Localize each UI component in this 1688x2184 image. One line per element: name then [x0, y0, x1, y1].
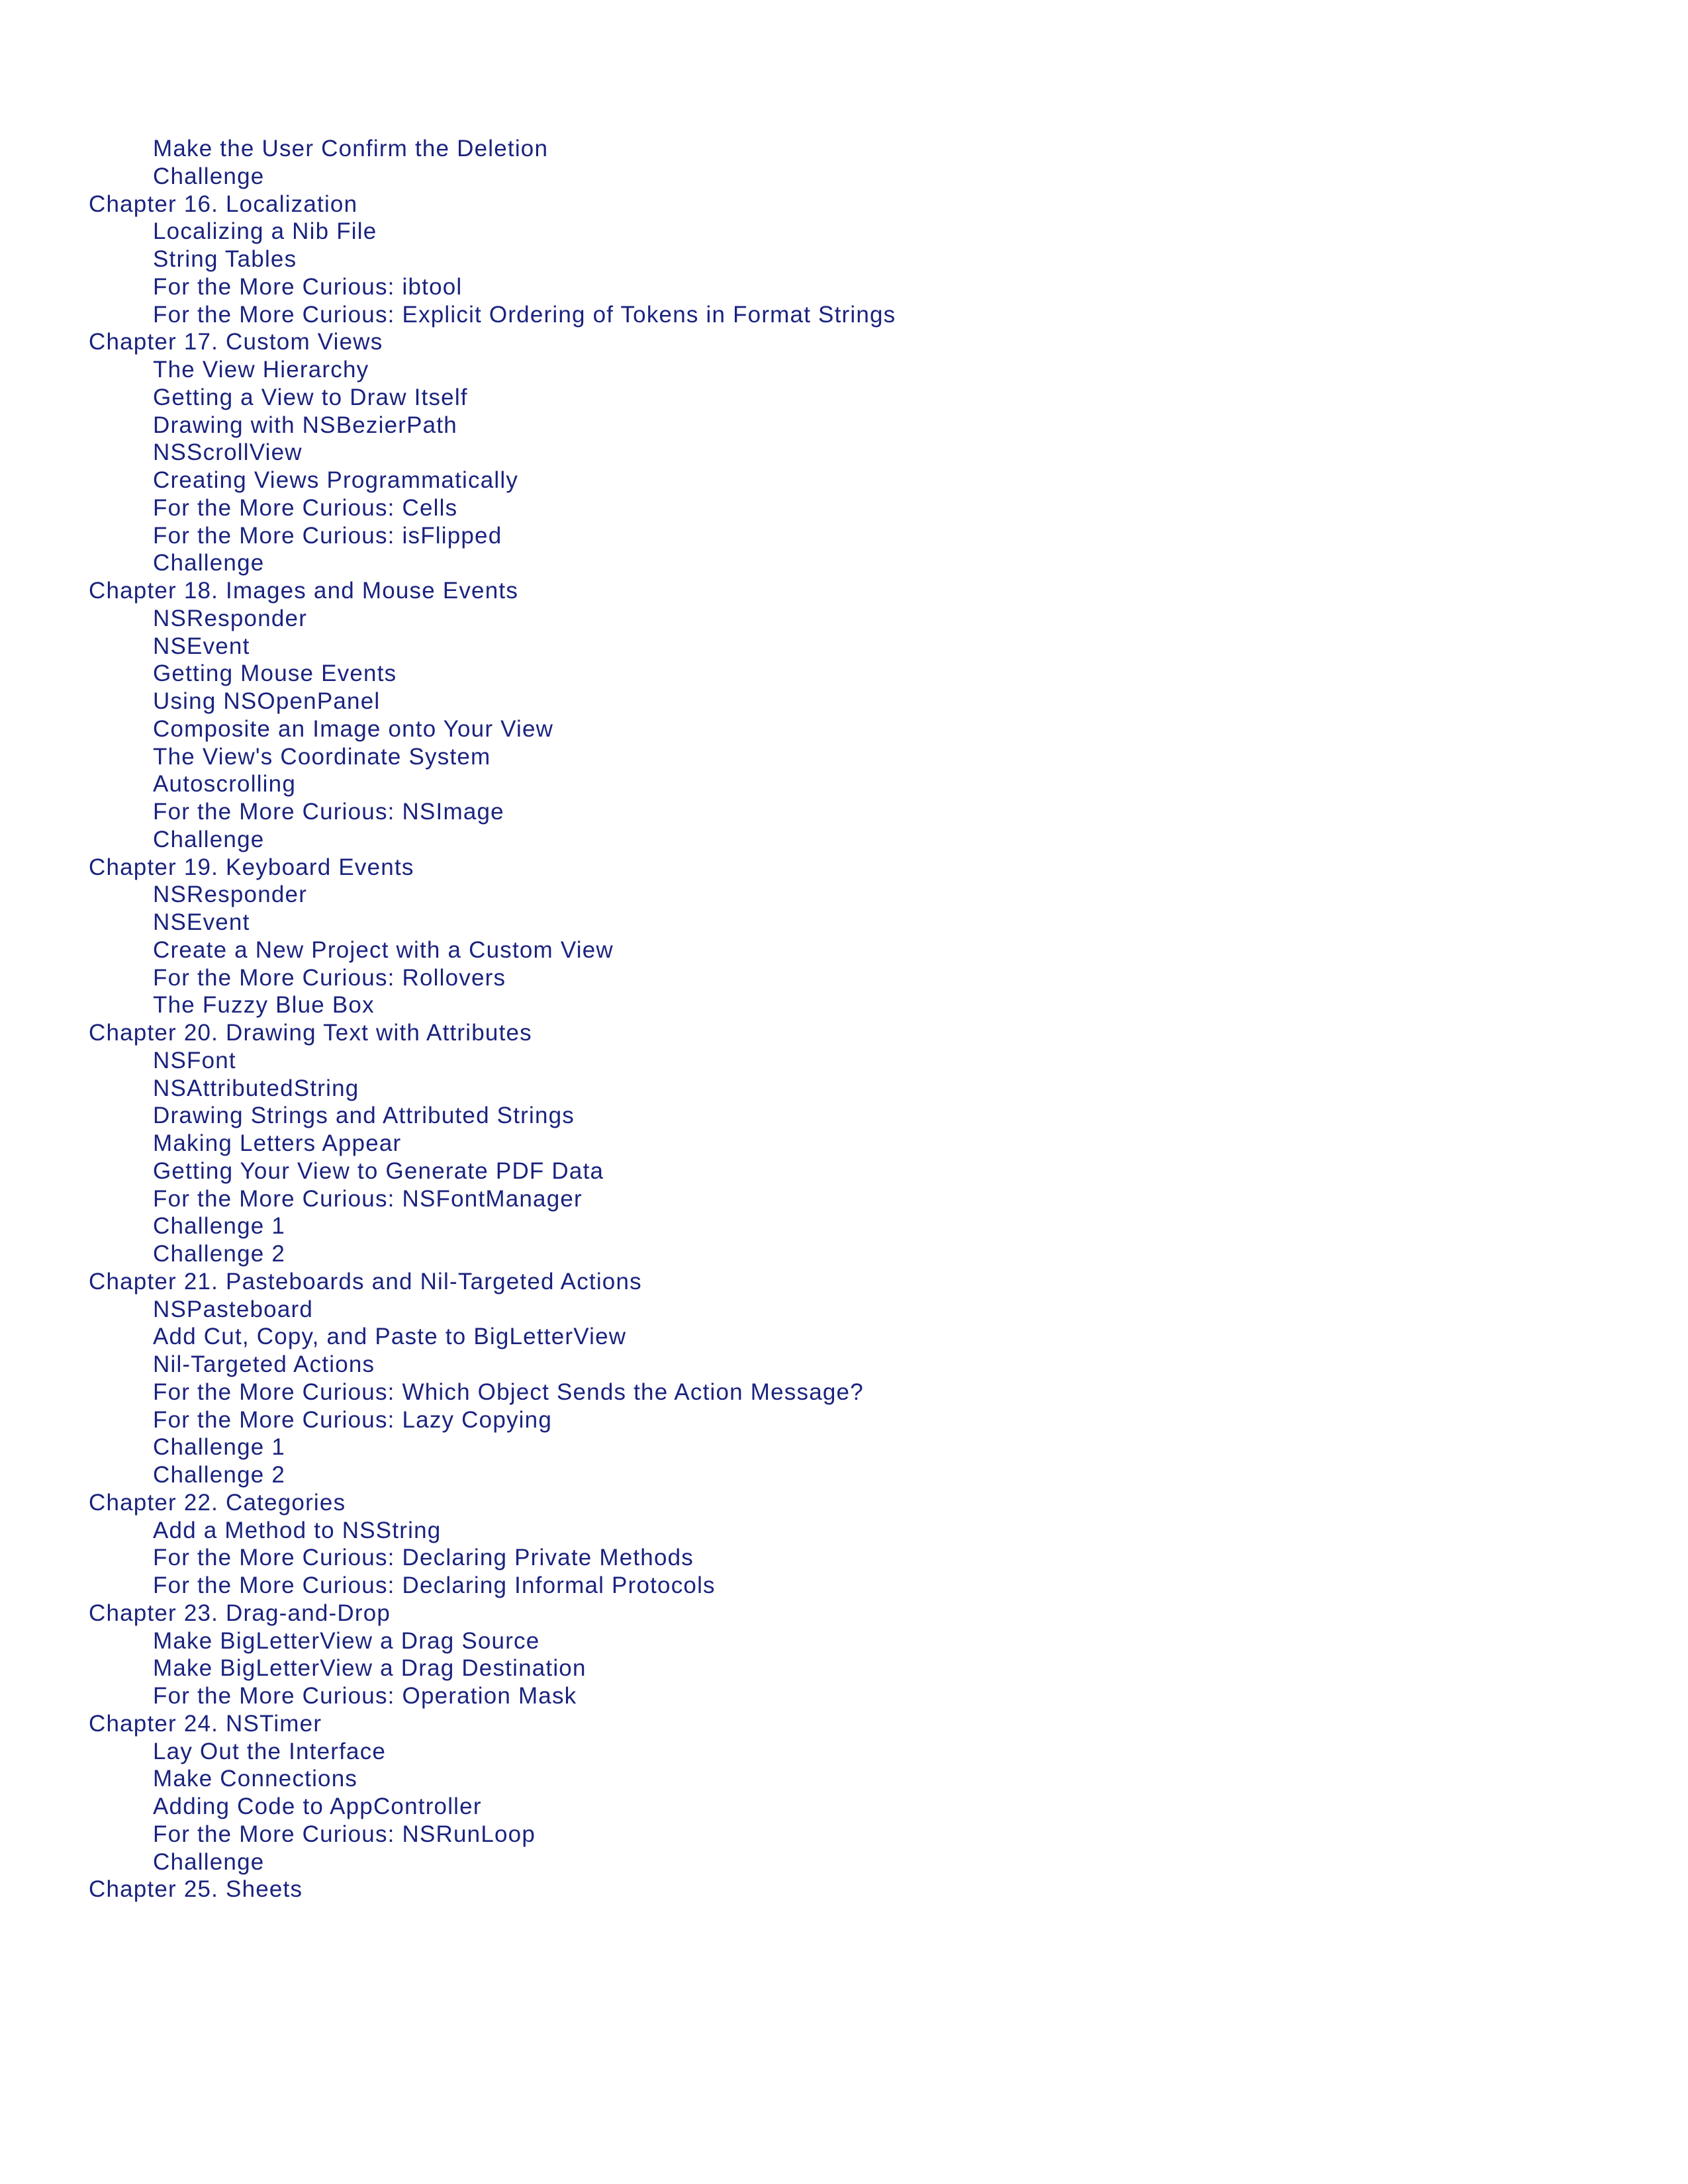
- toc-section-link[interactable]: Add Cut, Copy, and Paste to BigLetterView: [153, 1324, 627, 1350]
- toc-section-link[interactable]: NSAttributedString: [153, 1075, 359, 1101]
- toc-section-link[interactable]: The View's Coordinate System: [153, 743, 491, 770]
- toc-section-link[interactable]: For the More Curious: Operation Mask: [153, 1683, 577, 1709]
- toc-section-link[interactable]: Challenge: [153, 550, 265, 576]
- toc-section-link[interactable]: String Tables: [153, 246, 297, 272]
- toc-section-link[interactable]: For the More Curious: NSRunLoop: [153, 1821, 536, 1847]
- toc-chapter-link[interactable]: Chapter 20. Drawing Text with Attributes: [89, 1020, 532, 1046]
- toc-section-link[interactable]: Challenge: [153, 163, 265, 189]
- table-of-contents: [89, 135, 896, 1903]
- toc-section-link[interactable]: For the More Curious: Explicit Ordering of Tokens in Format Strings: [153, 301, 896, 328]
- toc-section-link[interactable]: Localizing a Nib File: [153, 218, 377, 245]
- toc-section-link[interactable]: NSEvent: [153, 909, 250, 935]
- toc-section-link[interactable]: The Fuzzy Blue Box: [153, 992, 375, 1019]
- toc-section-link[interactable]: Challenge 1: [153, 1213, 286, 1240]
- toc-section-link[interactable]: Autoscrolling: [153, 771, 296, 797]
- toc-section-link[interactable]: The View Hierarchy: [153, 357, 369, 383]
- toc-section-link[interactable]: For the More Curious: NSImage: [153, 799, 504, 825]
- toc-section-link[interactable]: For the More Curious: NSFontManager: [153, 1185, 583, 1212]
- toc-section-link[interactable]: Make the User Confirm the Deletion: [153, 136, 549, 161]
- toc-section-link[interactable]: Drawing Strings and Attributed Strings: [153, 1103, 575, 1129]
- toc-section-link[interactable]: NSEvent: [153, 633, 250, 659]
- toc-chapter-link[interactable]: Chapter 19. Keyboard Events: [89, 854, 414, 880]
- toc-section-link[interactable]: NSResponder: [153, 882, 308, 908]
- toc-section-link[interactable]: For the More Curious: isFlipped: [153, 522, 502, 549]
- toc-chapter-link[interactable]: Chapter 17. Custom Views: [89, 329, 383, 355]
- toc-section-link[interactable]: Challenge: [153, 1848, 265, 1875]
- toc-section-link[interactable]: Nil-Targeted Actions: [153, 1351, 375, 1377]
- toc-section-link[interactable]: Getting a View to Draw Itself: [153, 384, 468, 410]
- toc-section-link[interactable]: For the More Curious: Which Object Sends the Action Message?: [153, 1379, 864, 1405]
- toc-section-link[interactable]: Make BigLetterView a Drag Source: [153, 1627, 540, 1654]
- toc-section-link[interactable]: Adding Code to AppController: [153, 1794, 482, 1819]
- toc-section-link[interactable]: Drawing with NSBezierPath: [153, 412, 457, 438]
- toc-section-link[interactable]: Challenge 2: [153, 1462, 286, 1488]
- toc-section-link[interactable]: Challenge: [153, 826, 265, 852]
- toc-section-link[interactable]: Using NSOpenPanel: [153, 688, 381, 714]
- toc-section-link[interactable]: Lay Out the Interface: [153, 1738, 387, 1764]
- toc-chapter-link[interactable]: Chapter 21. Pasteboards and Nil-Targeted Actions: [89, 1268, 642, 1295]
- toc-section-link[interactable]: NSPasteboard: [153, 1296, 314, 1322]
- toc-section-link[interactable]: For the More Curious: Lazy Copying: [153, 1406, 552, 1433]
- toc-section-link[interactable]: For the More Curious: Declaring Informal Protocols: [153, 1572, 716, 1598]
- toc-chapter-link[interactable]: Chapter 24. NSTimer: [89, 1710, 322, 1737]
- toc-chapter-link[interactable]: Chapter 25. Sheets: [89, 1876, 303, 1903]
- toc-section-link[interactable]: Add a Method to NSString: [153, 1517, 442, 1543]
- toc-section-link[interactable]: Make BigLetterView a Drag Destination: [153, 1655, 586, 1682]
- toc-chapter-link[interactable]: Chapter 23. Drag-and-Drop: [89, 1600, 391, 1626]
- toc-section-link[interactable]: Make Connections: [153, 1766, 358, 1792]
- toc-section-link[interactable]: Getting Mouse Events: [153, 660, 397, 687]
- toc-section-link[interactable]: For the More Curious: Cells: [153, 494, 458, 521]
- toc-section-link[interactable]: Creating Views Programmatically: [153, 467, 519, 493]
- toc-section-link[interactable]: NSScrollView: [153, 439, 303, 466]
- toc-section-link[interactable]: Composite an Image onto Your View: [153, 715, 554, 742]
- toc-section-link[interactable]: Challenge 2: [153, 1241, 286, 1267]
- toc-section-link[interactable]: For the More Curious: ibtool: [153, 273, 463, 300]
- toc-section-link[interactable]: Making Letters Appear: [153, 1130, 402, 1156]
- toc-section-link[interactable]: NSFont: [153, 1047, 236, 1073]
- toc-section-link[interactable]: Getting Your View to Generate PDF Data: [153, 1158, 604, 1184]
- toc-section-link[interactable]: Create a New Project with a Custom View: [153, 936, 614, 963]
- toc-chapter-link[interactable]: Chapter 18. Images and Mouse Events: [89, 578, 519, 604]
- toc-section-link[interactable]: Challenge 1: [153, 1434, 286, 1461]
- toc-section-link[interactable]: For the More Curious: Rollovers: [153, 964, 506, 991]
- toc-section-link[interactable]: For the More Curious: Declaring Private Methods: [153, 1545, 694, 1571]
- toc-chapter-link[interactable]: Chapter 16. Localization: [89, 191, 358, 217]
- toc-chapter-link[interactable]: Chapter 22. Categories: [89, 1489, 346, 1516]
- toc-section-link[interactable]: NSResponder: [153, 605, 308, 631]
